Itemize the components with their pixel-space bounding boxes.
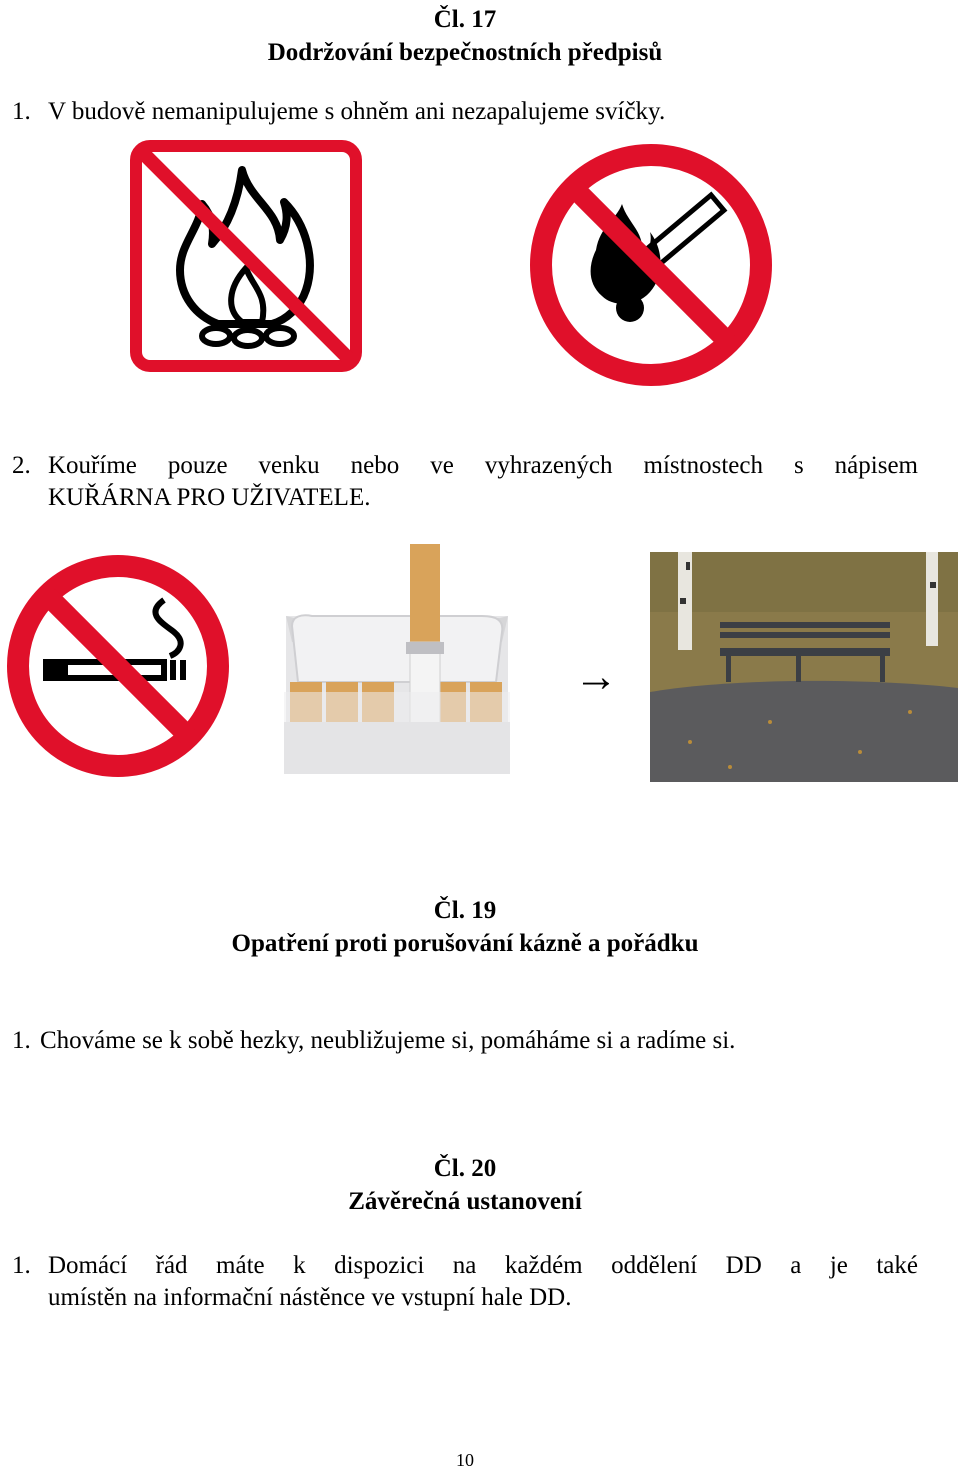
item-number: 2. xyxy=(12,452,31,479)
page-number: 10 xyxy=(456,1450,474,1470)
list-item xyxy=(0,450,930,514)
item-number: 1. xyxy=(12,1027,31,1054)
item-text: Chováme se k sobě hezky, neubližujeme si, pomáháme si a radíme si. xyxy=(40,1027,736,1054)
cigarette-pack-illustration xyxy=(282,542,512,774)
item-text-line-2: KUŘÁRNA PRO UŽIVATELE. xyxy=(48,484,371,511)
list-item xyxy=(0,1250,930,1314)
article-19-title: Opatření proti porušování kázně a pořádku xyxy=(231,930,699,957)
item-text-line-1: Kouříme pouze venku nebo ve vyhrazených místnostech s nápisem xyxy=(48,452,918,479)
item-number: 1. xyxy=(12,98,31,125)
item-number: 1. xyxy=(12,1252,31,1279)
no-fire-match-sign-icon xyxy=(526,140,776,390)
arrow-glyph: → xyxy=(574,652,618,701)
item-text-line-1: Domácí řád máte k dispozici na každém oddělení DD a je také xyxy=(48,1252,918,1279)
no-smoking-sign-icon xyxy=(4,552,232,780)
article-20-label: Čl. 20 xyxy=(433,1155,497,1182)
article-19-label: Čl. 19 xyxy=(433,897,497,924)
article-17-label: Čl. 17 xyxy=(433,6,497,33)
park-bench-photo xyxy=(650,552,958,782)
article-20-title: Závěrečná ustanovení xyxy=(348,1188,582,1215)
article-17-title: Dodržování bezpečnostních předpisů xyxy=(267,39,663,66)
item-text-line-2: umístěn na informační nástěnce ve vstupní hale DD. xyxy=(48,1284,572,1311)
item-text: V budově nemanipulujeme s ohněm ani nezapalujeme svíčky. xyxy=(48,98,666,125)
no-open-fire-sign-icon xyxy=(130,140,362,372)
